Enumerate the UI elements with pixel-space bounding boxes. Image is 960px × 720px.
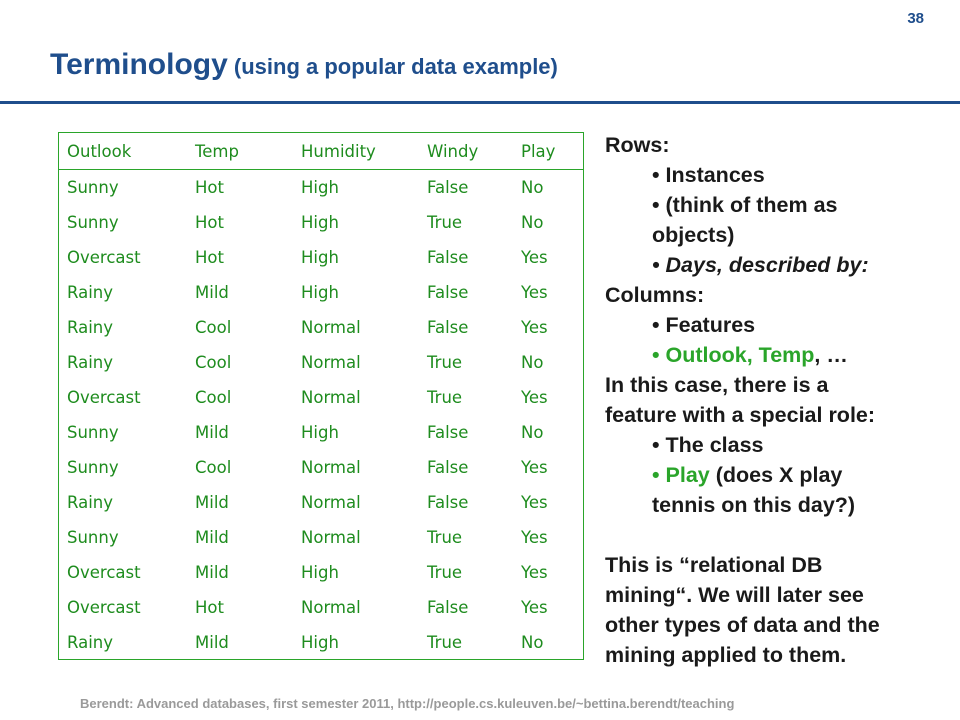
bullet-days-described: [605, 250, 955, 280]
special-role-line-2: feature with a special role:: [605, 403, 876, 427]
bullet-play-cont: tennis on this day?): [652, 493, 856, 517]
table-cell: False: [427, 248, 469, 267]
column-header-humidity: Humidity: [293, 133, 419, 170]
table-body: [59, 170, 583, 661]
table-row: [59, 555, 583, 590]
table-row: [59, 275, 583, 310]
table-cell: Yes: [521, 528, 548, 547]
table-cell: Rainy: [67, 318, 114, 337]
footer-citation: Berendt: Advanced databases, first semester 2011, http://people.cs.kuleuven.be/~bettina.berendt/teaching: [80, 696, 735, 711]
table-cell: False: [427, 318, 469, 337]
table-cell: Overcast: [67, 598, 141, 617]
table-cell: Rainy: [67, 353, 114, 372]
table-cell: Yes: [521, 318, 548, 337]
table-row: [59, 345, 583, 380]
bullet-the-class: • The class: [652, 433, 764, 457]
outlook-temp-ellipsis: , …: [814, 343, 848, 367]
table-cell: Normal: [301, 458, 361, 477]
table-cell: Yes: [521, 283, 548, 302]
table-cell: Hot: [195, 178, 224, 197]
table-cell: Hot: [195, 248, 224, 267]
table-cell: Yes: [521, 493, 548, 512]
column-header-outlook: Outlook: [59, 133, 187, 170]
table-cell: Cool: [195, 318, 232, 337]
table-cell: Rainy: [67, 493, 114, 512]
table-row: [59, 380, 583, 415]
relational-line-4: mining applied to them.: [605, 643, 847, 667]
table-cell: True: [427, 528, 463, 547]
table-cell: Cool: [195, 388, 232, 407]
play-question: (does X play: [709, 463, 843, 487]
table-row: [59, 520, 583, 555]
table-cell: Sunny: [67, 213, 119, 232]
bullet-outlook-temp: [605, 340, 955, 370]
rows-heading: Rows:: [605, 133, 670, 157]
title-divider: [0, 101, 960, 104]
table-cell: Hot: [195, 598, 224, 617]
table-cell: Overcast: [67, 388, 141, 407]
table-cell: No: [521, 423, 544, 442]
column-header-play: Play: [513, 133, 583, 170]
notes-panel: [605, 130, 955, 670]
table-cell: False: [427, 423, 469, 442]
weather-data-table-box: [58, 132, 584, 660]
table-cell: Normal: [301, 388, 361, 407]
table-cell: Normal: [301, 353, 361, 372]
table-header-row: [59, 133, 583, 170]
table-row: [59, 590, 583, 625]
table-cell: Normal: [301, 318, 361, 337]
bullet-play: [605, 460, 955, 490]
days-described-text: • Days, described by:: [652, 253, 869, 277]
table-cell: False: [427, 458, 469, 477]
table-cell: True: [427, 388, 463, 407]
table-cell: High: [301, 423, 339, 442]
table-cell: True: [427, 633, 463, 652]
table-cell: Overcast: [67, 563, 141, 582]
table-cell: Normal: [301, 598, 361, 617]
weather-data-table: [59, 133, 583, 660]
table-cell: Rainy: [67, 633, 114, 652]
table-cell: High: [301, 633, 339, 652]
bullet-think-objects: • (think of them as: [652, 193, 838, 217]
slide-title: [50, 48, 558, 82]
table-cell: Sunny: [67, 528, 119, 547]
relational-line-3: other types of data and the: [605, 613, 880, 637]
slide-title-main: Terminology: [50, 48, 228, 81]
page-number: 38: [907, 10, 924, 27]
table-row: [59, 170, 583, 206]
table-cell: High: [301, 178, 339, 197]
table-cell: Yes: [521, 388, 548, 407]
table-cell: False: [427, 493, 469, 512]
table-cell: Yes: [521, 598, 548, 617]
column-header-windy: Windy: [419, 133, 513, 170]
table-cell: No: [521, 633, 544, 652]
relational-line-2: mining“. We will later see: [605, 583, 864, 607]
outlook-temp-highlight: • Outlook, Temp: [652, 343, 815, 367]
table-row: [59, 485, 583, 520]
table-row: [59, 625, 583, 660]
table-cell: Mild: [195, 633, 229, 652]
table-cell: High: [301, 213, 339, 232]
table-cell: Mild: [195, 283, 229, 302]
table-cell: High: [301, 563, 339, 582]
special-role-line-1: In this case, there is a: [605, 373, 829, 397]
table-cell: Cool: [195, 458, 232, 477]
table-cell: Overcast: [67, 248, 141, 267]
table-cell: Yes: [521, 248, 548, 267]
table-cell: True: [427, 213, 463, 232]
table-cell: High: [301, 283, 339, 302]
table-cell: No: [521, 213, 544, 232]
table-row: [59, 205, 583, 240]
table-cell: Yes: [521, 563, 548, 582]
table-cell: Rainy: [67, 283, 114, 302]
table-cell: Hot: [195, 213, 224, 232]
table-row: [59, 450, 583, 485]
slide-title-subtitle: (using a popular data example): [227, 54, 558, 79]
table-row: [59, 415, 583, 450]
table-cell: Mild: [195, 563, 229, 582]
table-cell: Normal: [301, 528, 361, 547]
table-cell: No: [521, 353, 544, 372]
table-cell: No: [521, 178, 544, 197]
play-highlight: • Play: [652, 463, 710, 487]
relational-line-1: This is “relational DB: [605, 553, 823, 577]
table-cell: False: [427, 178, 469, 197]
table-cell: True: [427, 353, 463, 372]
table-cell: Mild: [195, 493, 229, 512]
table-cell: Sunny: [67, 458, 119, 477]
table-cell: Mild: [195, 528, 229, 547]
table-cell: Yes: [521, 458, 548, 477]
table-cell: False: [427, 598, 469, 617]
table-row: [59, 240, 583, 275]
table-cell: Cool: [195, 353, 232, 372]
bullet-instances: • Instances: [652, 163, 765, 187]
table-cell: Mild: [195, 423, 229, 442]
table-cell: Sunny: [67, 178, 119, 197]
table-row: [59, 310, 583, 345]
table-cell: Normal: [301, 493, 361, 512]
table-cell: True: [427, 563, 463, 582]
column-header-temp: Temp: [187, 133, 293, 170]
spacer: [605, 520, 955, 550]
table-cell: False: [427, 283, 469, 302]
columns-heading: Columns:: [605, 283, 705, 307]
bullet-think-objects-cont: objects): [652, 223, 735, 247]
table-cell: High: [301, 248, 339, 267]
bullet-features: • Features: [652, 313, 756, 337]
table-cell: Sunny: [67, 423, 119, 442]
